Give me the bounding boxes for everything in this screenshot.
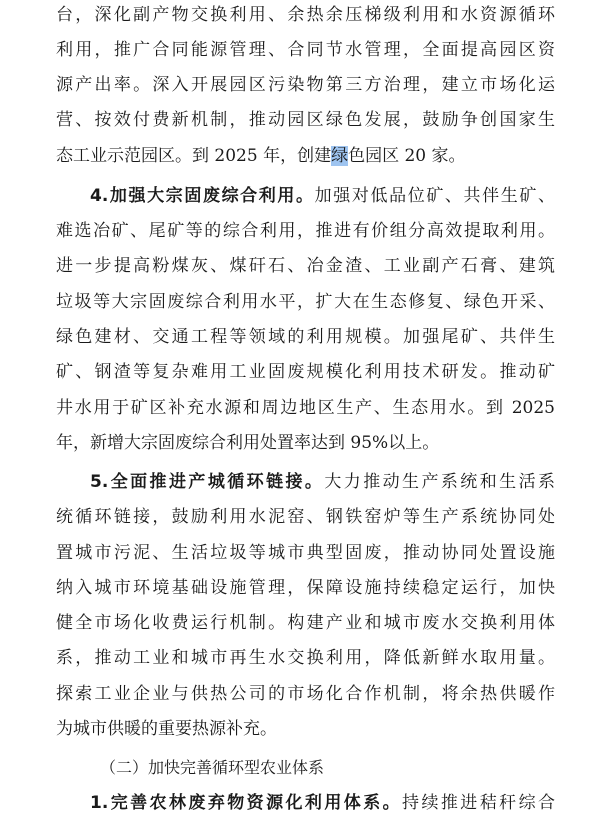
paragraph-line	[0, 216, 607, 246]
line-text: 难选冶矿、尾矿等的综合利用，推进有价组分高效提取利用。	[56, 221, 555, 241]
line-text: 置城市污泥、生活垃圾等城市典型固废，推动协同处置设施	[56, 543, 555, 563]
line-text: 利用，推广合同能源管理、合同节水管理，全面提高园区资	[56, 40, 555, 60]
line-text: 营、按效付费新机制，推动园区绿色发展，鼓励争创国家生	[56, 110, 555, 130]
line-text: 大力推动生产系统和生活系	[324, 472, 555, 492]
paragraph-line	[0, 251, 607, 281]
line-text: 台，深化副产物交换利用、余热余压梯级利用和水资源循环	[56, 5, 555, 25]
line-text: 纳入城市环境基础设施管理，保障设施持续稳定运行，加快	[56, 578, 555, 598]
paragraph-line	[0, 643, 607, 673]
paragraph-line	[0, 428, 607, 458]
paragraph-line	[0, 679, 607, 709]
line-text: 统循环链接，鼓励利用水泥窑、钢铁窑炉等生产系统协同处	[56, 507, 555, 527]
subsection-heading	[0, 753, 607, 783]
line-text: 色园区 20 家。	[348, 146, 466, 166]
paragraph-line	[0, 105, 607, 135]
section-heading-4: 4.加强大宗固废综合利用。	[90, 186, 315, 206]
paragraph-line	[0, 608, 607, 638]
line-text: 健全市场化收费运行机制。构建产业和城市废水交换利用体	[56, 613, 555, 633]
line-text: 态工业示范园区。到 2025 年，创建	[56, 146, 332, 166]
line-text: 源产出率。深入开展园区污染物第三方治理，建立市场化运	[56, 75, 555, 95]
paragraph-line	[0, 287, 607, 317]
line-text: 持续推进秸秆综合	[402, 793, 555, 813]
line-text: 绿色建材、交通工程等领域的利用规模。加强尾矿、共伴生	[56, 327, 555, 347]
line-text: 系，推动工业和城市再生水交换利用，降低新鲜水取用量。	[56, 648, 555, 668]
line-text: 探索工业企业与供热公司的市场化合作机制，将余热供暖作	[56, 684, 555, 704]
section-heading-1: 1.完善农林废弃物资源化利用体系。	[90, 793, 403, 813]
line-text: 年，新增大宗固废综合利用处置率达到 95%以上。	[56, 433, 440, 453]
paragraph-line	[0, 538, 607, 568]
line-text: 加强对低品位矿、共伴生矿、	[314, 186, 555, 206]
paragraph-line	[0, 393, 607, 423]
paragraph-line	[0, 573, 607, 603]
section-heading-line	[0, 467, 607, 497]
section-heading-5: 5.全面推进产城循环链接。	[90, 472, 325, 492]
selected-text[interactable]: 绿	[331, 146, 349, 166]
paragraph-line	[0, 502, 607, 532]
line-text: 井水用于矿区补充水源和周边地区生产、生态用水。到 2025	[56, 398, 555, 418]
line-text: 进一步提高粉煤灰、煤矸石、冶金渣、工业副产石膏、建筑	[56, 256, 555, 276]
section-heading-line	[0, 788, 607, 818]
paragraph-line	[0, 70, 607, 100]
subsection-heading-text: （二）加快完善循环型农业体系	[100, 758, 325, 777]
line-text: 垃圾等大宗固废综合利用水平，扩大在生态修复、绿色开采、	[56, 292, 555, 312]
paragraph-line	[0, 714, 607, 744]
paragraph-line	[0, 35, 607, 65]
line-text: 矿、钢渣等复杂难用工业固废规模化利用技术研发。推动矿	[56, 362, 555, 382]
paragraph-line	[0, 0, 607, 30]
paragraph-line	[0, 322, 607, 352]
paragraph-line	[0, 357, 607, 387]
line-text: 为城市供暖的重要热源补充。	[56, 719, 277, 739]
paragraph-line	[0, 141, 607, 171]
section-heading-line	[0, 181, 607, 211]
